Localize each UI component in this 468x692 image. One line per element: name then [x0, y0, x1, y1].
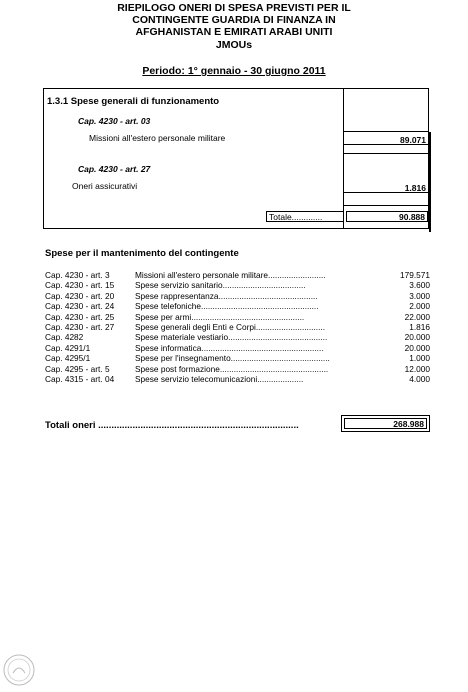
amount-cell: 3.600 — [409, 280, 430, 291]
table-row — [45, 322, 445, 332]
grand-total-value: 268.988 — [344, 418, 427, 429]
amount-cell: 20.000 — [404, 332, 430, 343]
period-heading: Periodo: 1° gennaio - 30 giugno 2011 — [142, 65, 326, 77]
description-cell: Spese telefoniche................................................... — [135, 301, 319, 312]
description-cell: Spese per l'insegnamento........................................... — [135, 353, 330, 364]
cap-cell: Cap. 4291/1 — [45, 342, 91, 353]
cap-cell: Cap. 4230 - art. 20 — [45, 290, 115, 301]
amount-cell: 12.000 — [404, 363, 430, 374]
table-row — [45, 364, 445, 374]
cap-cell: Cap. 4295 - art. 5 — [45, 363, 110, 374]
description-cell: Spese servizio telecomunicazioni.................... — [135, 373, 304, 384]
table-row — [45, 280, 445, 290]
table-row — [45, 270, 445, 280]
entry-description: Oneri assicurativi — [72, 181, 138, 191]
maintenance-table — [45, 270, 445, 384]
title-line-4: JMOUs — [215, 38, 253, 51]
entry-amount: 89.071 — [400, 135, 426, 145]
table-row — [45, 291, 445, 301]
cap-label: Cap. 4230 - art. 03 — [78, 116, 151, 126]
description-cell: Spese rappresentanza........................................... — [135, 290, 318, 301]
table-row — [45, 332, 445, 342]
amount-cell: 1.816 — [409, 321, 430, 332]
grand-total-label: Totali oneri ............................................................................ — [45, 420, 299, 431]
description-cell: Spese generali degli Enti e Corpi.............................. — [135, 321, 325, 332]
amount-cell: 3.000 — [409, 290, 430, 301]
table-row — [45, 312, 445, 322]
table-row — [45, 343, 445, 353]
amount-cell: 4.000 — [409, 373, 430, 384]
amount-cell: 179.571 — [400, 270, 430, 280]
cap-cell: Cap. 4230 - art. 25 — [45, 311, 115, 322]
row-divider — [343, 131, 428, 132]
title-line-2: CONTINGENTE GUARDIA DI FINANZA IN — [132, 14, 336, 27]
total-value: 90.888 — [346, 211, 428, 222]
amount-cell: 2.000 — [409, 301, 430, 312]
cap-label: Cap. 4230 - art. 27 — [78, 164, 151, 174]
entry-description: Missioni all'estero personale militare — [89, 133, 226, 143]
entry-amount: 1.816 — [404, 183, 426, 193]
table-row — [45, 353, 445, 363]
row-divider — [343, 205, 428, 206]
amount-cell: 20.000 — [404, 342, 430, 353]
table-row — [45, 374, 445, 384]
grand-total-box — [341, 415, 430, 432]
description-cell: Spese materiale vestiario........................................... — [135, 332, 328, 343]
title-line-1: RIEPILOGO ONERI DI SPESA PREVISTI PER IL — [117, 2, 351, 14]
column-divider — [343, 89, 344, 228]
title-line-3: AFGHANISTAN E EMIRATI ARABI UNITI — [135, 26, 333, 39]
cap-cell: Cap. 4230 - art. 27 — [45, 321, 115, 332]
amount-cell: 22.000 — [404, 311, 430, 322]
document-title — [0, 2, 468, 51]
total-label: Totale............. — [266, 211, 344, 222]
description-cell: Spese per armi................................................. — [135, 311, 305, 322]
cap-cell: Cap. 4315 - art. 04 — [45, 373, 115, 384]
description-cell: Missioni all'estero personale militare......................... — [135, 270, 326, 280]
general-expenses-box — [43, 88, 429, 229]
cap-cell: Cap. 4230 - art. 15 — [45, 280, 115, 291]
description-cell: Spese informatica..................................................... — [135, 342, 324, 353]
section-title: 1.3.1 Spese generali di funzionamento — [47, 96, 220, 107]
stamp-seal-icon — [2, 653, 36, 692]
cap-cell: Cap. 4230 - art. 3 — [45, 270, 110, 280]
amount-cell: 1.000 — [409, 353, 430, 364]
cap-cell: Cap. 4295/1 — [45, 353, 91, 364]
cap-cell: Cap. 4282 — [45, 332, 84, 343]
cap-cell: Cap. 4230 - art. 24 — [45, 301, 115, 312]
description-cell: Spese servizio sanitario.................................... — [135, 280, 306, 291]
maintenance-title: Spese per il mantenimento del contingente — [45, 248, 239, 259]
table-row — [45, 301, 445, 311]
shadow-bar — [429, 132, 431, 232]
row-divider — [343, 153, 428, 154]
description-cell: Spese post formazione............................................... — [135, 363, 329, 374]
